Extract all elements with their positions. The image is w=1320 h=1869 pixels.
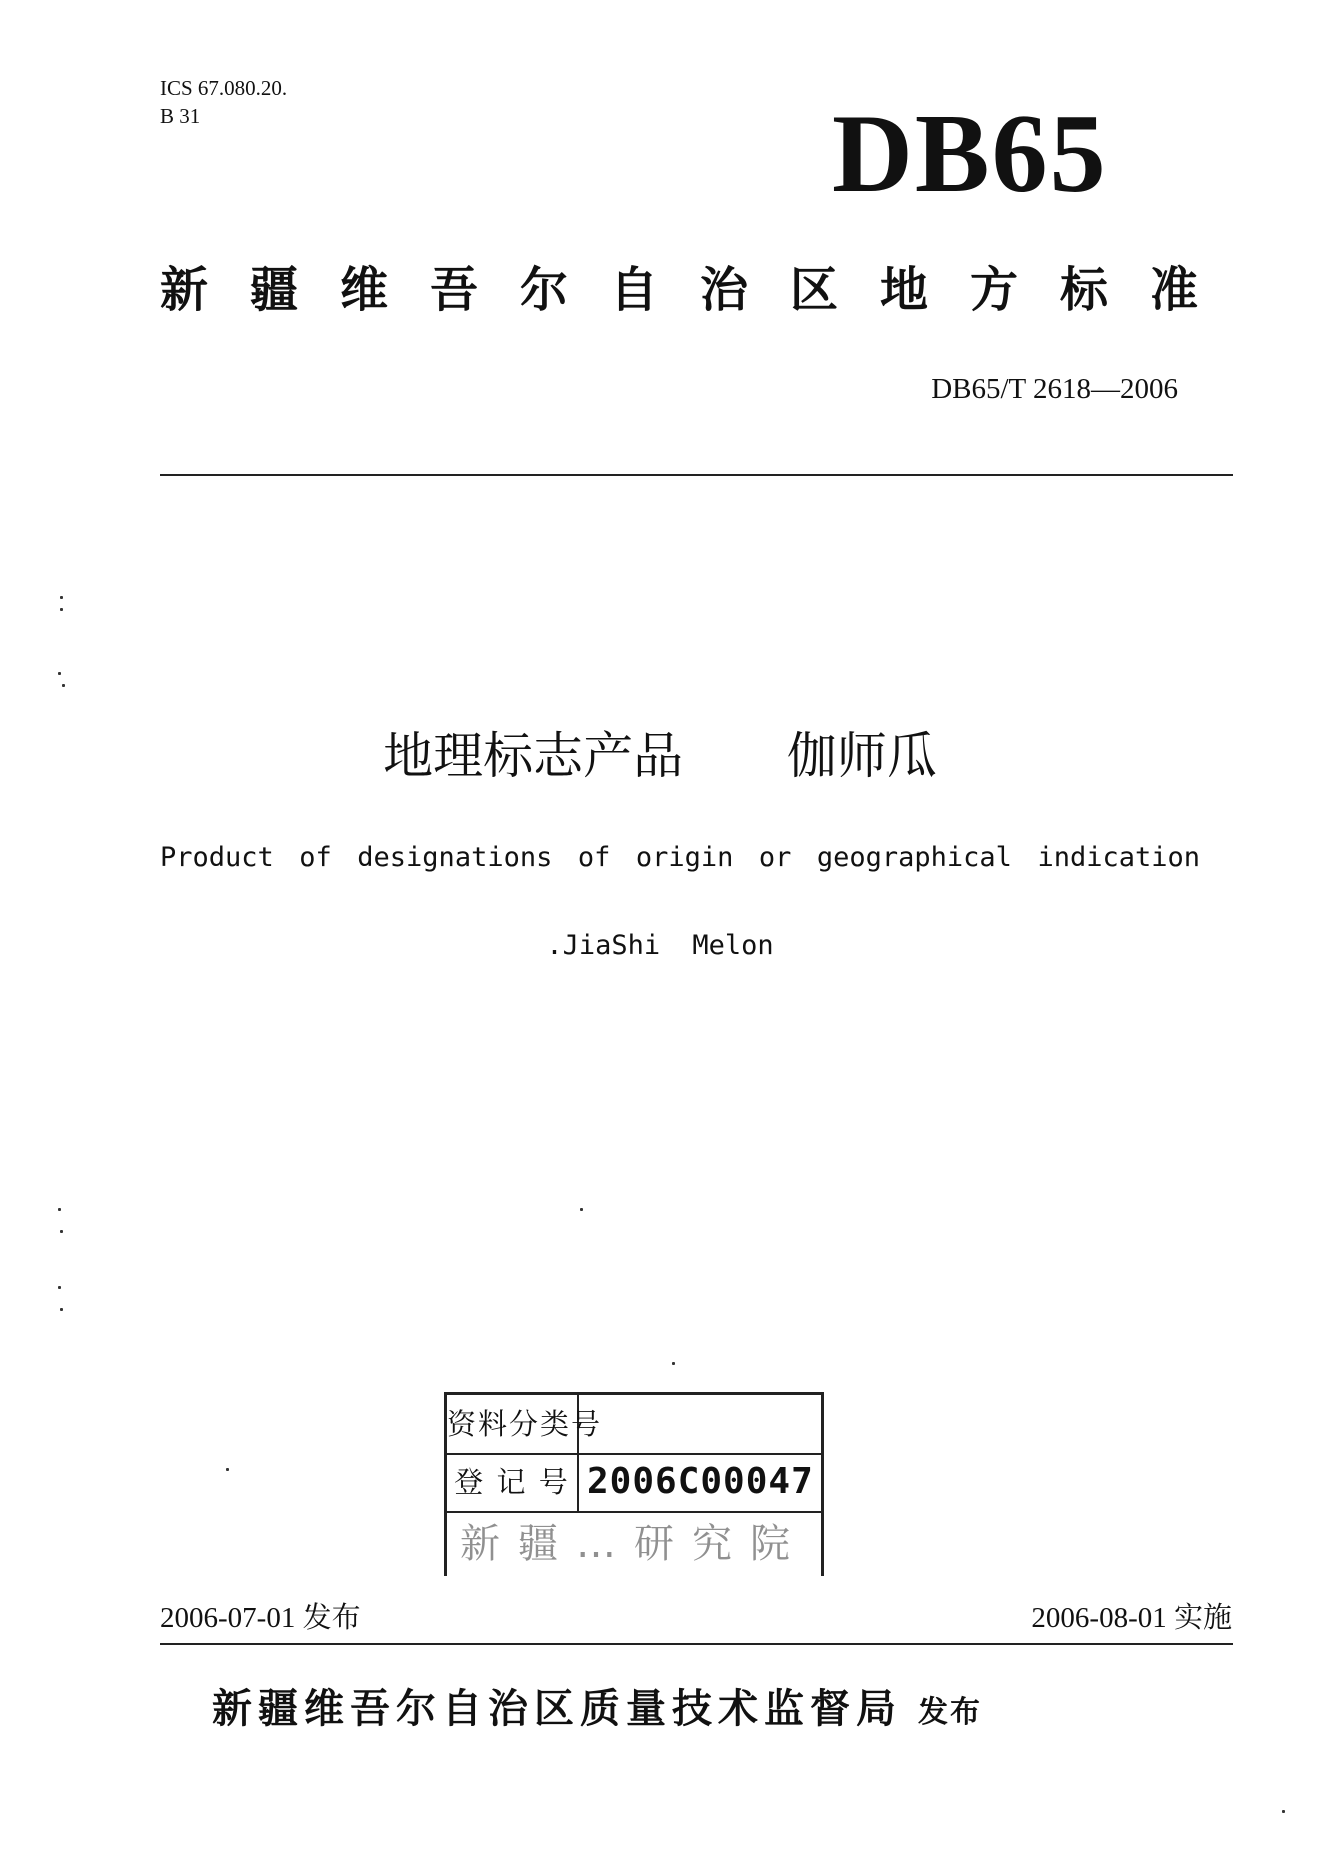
stamp-label-classification: 资料分类号: [447, 1395, 579, 1453]
scan-speck: [580, 1208, 583, 1211]
document-title-cn: 地理标志产品 伽师瓜: [383, 727, 937, 785]
classification-codes: [160, 74, 287, 130]
title-en-word: indication: [1037, 842, 1200, 873]
authority-title: 新疆维吾尔自治区地方标准: [160, 262, 1241, 318]
scan-speck: [60, 1230, 63, 1233]
standard-code-logo: DB65: [832, 92, 1108, 216]
stamp-value-classification: [587, 1395, 815, 1453]
publisher-name: 新疆维吾尔自治区质量技术监督局: [212, 1686, 902, 1732]
scan-speck: [58, 1286, 61, 1289]
stamp-row-classification: [447, 1395, 821, 1455]
registration-stamp: [444, 1392, 824, 1576]
stamp-row-registration: [447, 1453, 821, 1513]
scan-speck: [58, 672, 61, 675]
title-en-word: designations: [357, 842, 553, 873]
title-en-word: or: [758, 842, 792, 873]
document-title-en-line2: .JiaShi Melon: [546, 930, 774, 961]
scan-speck: [60, 608, 63, 611]
title-en-word: Product: [160, 842, 274, 873]
ccs-code: B 31: [160, 104, 201, 128]
implementation-date: 2006-08-01 实施: [1031, 1602, 1232, 1634]
title-en-word: of: [299, 842, 332, 873]
publisher-suffix: 发布: [918, 1695, 982, 1730]
header-divider: [160, 474, 1233, 476]
standard-number: DB65/T 2618—2006: [931, 373, 1178, 405]
scan-speck: [226, 1468, 229, 1471]
title-en-word: of: [577, 842, 611, 873]
ics-code: ICS 67.080.20.: [160, 76, 288, 100]
title-en-word: origin: [635, 842, 734, 873]
footer-divider: [160, 1643, 1233, 1645]
issue-date: 2006-07-01 发布: [160, 1602, 361, 1634]
document-title-en: [160, 840, 1200, 876]
scan-speck: [60, 1308, 63, 1311]
scan-speck: [1282, 1810, 1285, 1813]
scan-speck: [58, 1208, 61, 1211]
stamp-label-registration: 登 记 号: [447, 1453, 579, 1511]
stamp-row-organization: [447, 1513, 821, 1571]
title-en-word: geographical: [816, 842, 1012, 873]
scan-speck: [60, 596, 63, 599]
scan-speck: [672, 1362, 675, 1365]
stamp-organization: 新疆…研究院: [460, 1521, 808, 1567]
publisher-line: [212, 1682, 982, 1740]
stamp-value-registration: 2006C00047: [587, 1461, 814, 1502]
scan-speck: [62, 684, 65, 687]
